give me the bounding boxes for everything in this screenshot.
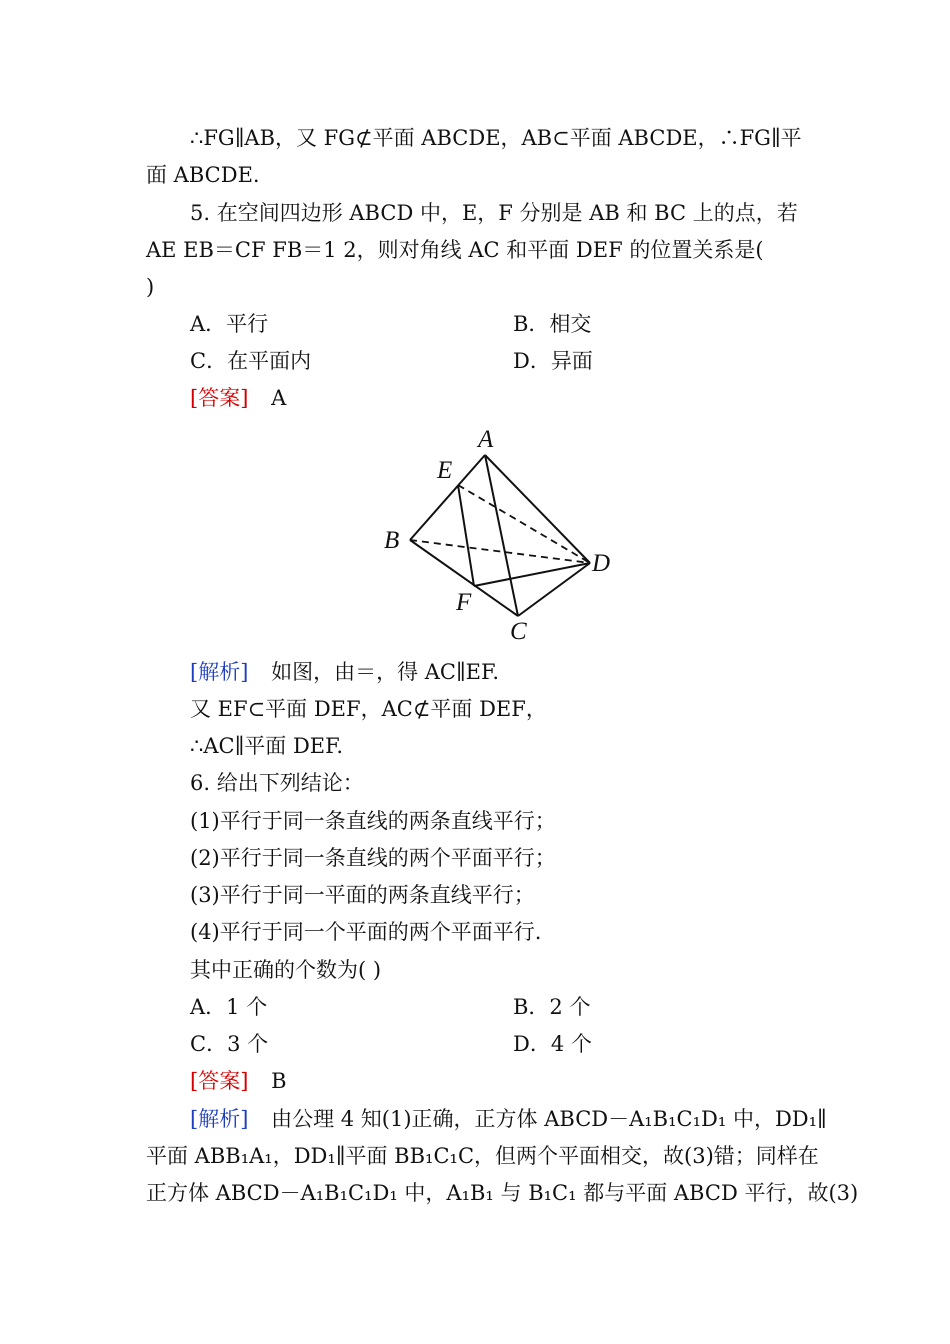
q6-option-d: D．4 个 bbox=[513, 1032, 592, 1056]
label-a: A bbox=[478, 426, 494, 453]
q6-answer-tag: [答案] bbox=[190, 1069, 249, 1093]
q6-stem-line-1: 6. 给出下列结论： bbox=[190, 771, 364, 795]
q6-stem-question: 其中正确的个数为( ) bbox=[190, 958, 382, 982]
q6-analysis-line-3: 正方体 ABCD－A₁B₁C₁D₁ 中，A₁B₁ 与 B₁C₁ 都与平面 ABCD 平行，故(3) bbox=[146, 1181, 859, 1205]
q6-statement-3: (3)平行于同一平面的两条直线平行； bbox=[190, 883, 535, 907]
q6-option-c: C．3 个 bbox=[190, 1032, 269, 1056]
q5-analysis-text-1: 如图，由＝，得 AC∥EF. bbox=[271, 660, 499, 684]
q5-answer-line bbox=[190, 383, 286, 413]
q6-option-a: A．1 个 bbox=[190, 995, 268, 1019]
q5-stem-line-2: AE EB＝CF FB＝1 2，则对角线 AC 和平面 DEF 的位置关系是( bbox=[146, 238, 764, 262]
q5-stem-line-1: 5. 在空间四边形 ABCD 中，E，F 分别是 AB 和 BC 上的点，若 bbox=[190, 201, 798, 225]
q5-analysis-line-3: ∴AC∥平面 DEF. bbox=[190, 734, 344, 758]
edge-ed-dashed bbox=[458, 485, 590, 563]
q6-option-b: B．2 个 bbox=[513, 995, 591, 1019]
q5-option-d: D．异面 bbox=[513, 349, 593, 373]
edge-fd bbox=[474, 563, 590, 586]
intro-line-1: ∴FG∥AB，又 FG⊄平面 ABCDE，AB⊂平面 ABCDE，∴FG∥平 bbox=[190, 126, 802, 150]
q6-analysis-line-2: 平面 ABB₁A₁，DD₁∥平面 BB₁C₁C，但两个平面相交，故(3)错；同样在 bbox=[146, 1144, 819, 1168]
q5-option-a: A．平行 bbox=[190, 312, 269, 336]
q6-statement-2: (2)平行于同一条直线的两个平面平行； bbox=[190, 846, 556, 870]
q5-answer-tag: [答案] bbox=[190, 386, 249, 410]
tetrahedron-figure bbox=[370, 420, 630, 650]
q5-analysis-line-1 bbox=[190, 657, 499, 687]
q6-statement-4: (4)平行于同一个平面的两个平面平行. bbox=[190, 920, 542, 944]
intro-line-2: 面 ABCDE. bbox=[146, 163, 260, 187]
q5-analysis-tag: [解析] bbox=[190, 660, 249, 684]
q5-analysis-line-2: 又 EF⊂平面 DEF，AC⊄平面 DEF， bbox=[190, 697, 547, 721]
q5-option-b: B．相交 bbox=[513, 312, 592, 336]
label-b: B bbox=[384, 527, 400, 554]
label-d: D bbox=[592, 550, 611, 577]
q5-option-c: C．在平面内 bbox=[190, 349, 312, 373]
q6-analysis-text-1: 由公理 4 知(1)正确，正方体 ABCD－A₁B₁C₁D₁ 中，DD₁∥ bbox=[271, 1107, 827, 1131]
q5-answer-value: A bbox=[271, 386, 287, 410]
q6-answer-value: B bbox=[271, 1069, 287, 1093]
q6-statement-1: (1)平行于同一条直线的两条直线平行； bbox=[190, 809, 556, 833]
q6-analysis-line-1 bbox=[190, 1104, 827, 1134]
label-f: F bbox=[456, 589, 472, 616]
edge-ac bbox=[485, 455, 518, 616]
q6-analysis-tag: [解析] bbox=[190, 1107, 249, 1131]
edge-ad bbox=[485, 455, 590, 563]
label-e: E bbox=[437, 457, 453, 484]
label-c: C bbox=[510, 618, 527, 645]
q6-answer-line bbox=[190, 1066, 287, 1096]
q5-stem-line-3: ) bbox=[146, 275, 155, 299]
edge-ef bbox=[458, 485, 474, 586]
